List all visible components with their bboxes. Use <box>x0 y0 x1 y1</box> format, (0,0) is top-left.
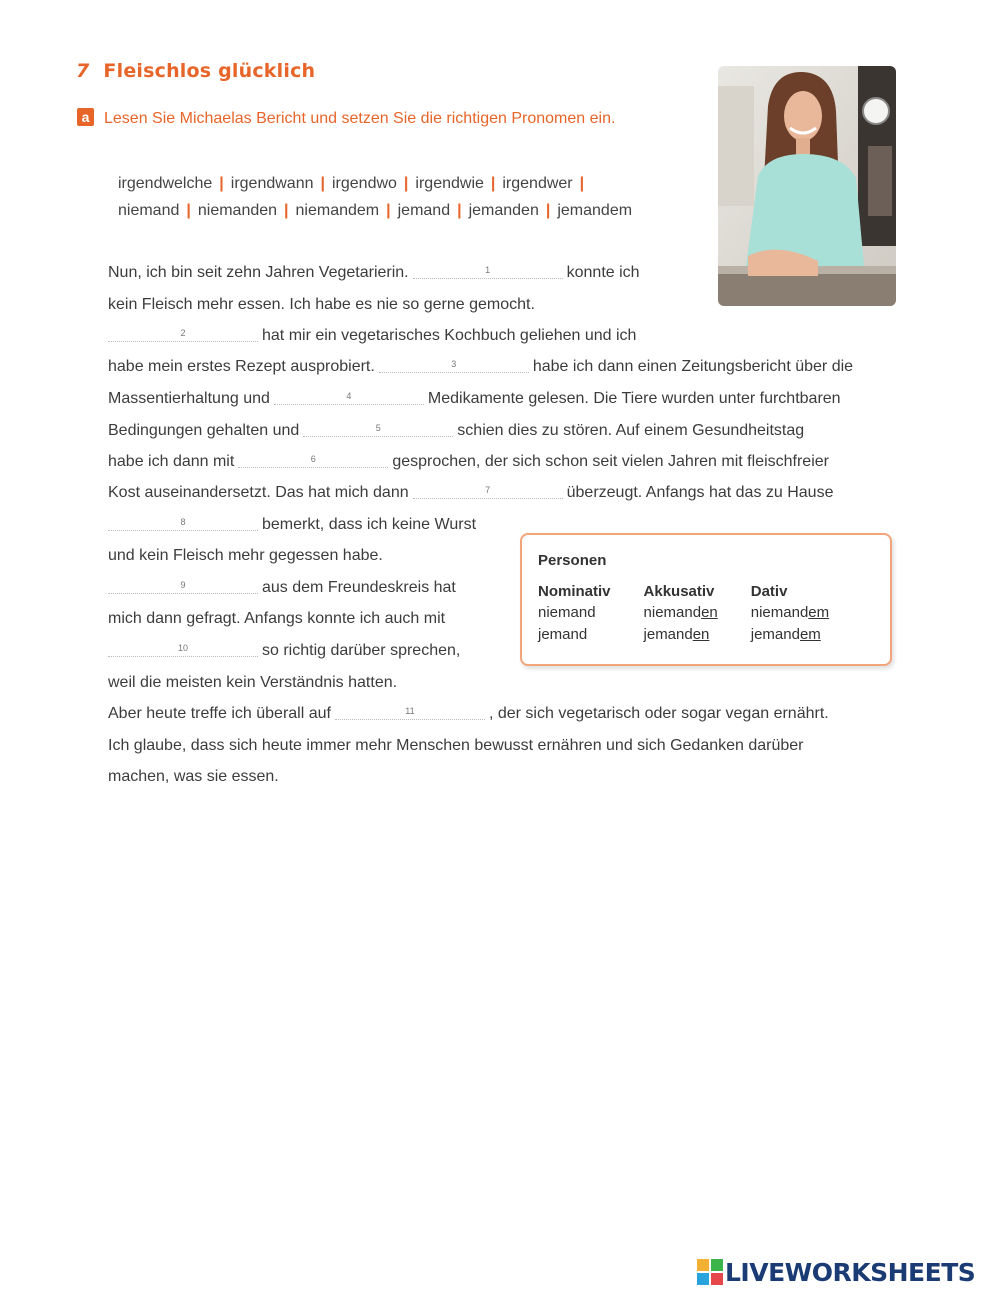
word-ending: en <box>701 604 718 621</box>
text-segment: konnte ich <box>566 264 640 281</box>
text-line-1 <box>108 262 640 284</box>
word-separator: | <box>490 175 496 192</box>
col-header: Akkusativ <box>643 583 715 600</box>
grammar-box-title: Personen <box>538 552 607 569</box>
text-segment: so richtig darüber sprechen, <box>262 642 461 659</box>
section-title: Fleischlos glücklich <box>103 60 316 82</box>
word-option: jemanden <box>468 202 539 219</box>
text-line-9 <box>108 514 476 536</box>
gap-number: 9 <box>180 580 186 590</box>
word-option: niemand <box>118 202 180 219</box>
text-line-17: machen, was sie essen. <box>108 768 279 785</box>
text-line-13 <box>108 640 460 662</box>
word-stem: jemand <box>750 626 800 643</box>
gap-8[interactable] <box>108 514 258 531</box>
word-separator: | <box>320 175 325 192</box>
gap-number: 2 <box>180 328 186 338</box>
word-stem: jemand <box>643 626 693 643</box>
akkusativ-cell <box>641 626 748 648</box>
word-option: jemand <box>397 202 451 219</box>
section-number: 7 <box>76 60 90 82</box>
text-segment: habe ich dann mit <box>108 453 235 470</box>
word-separator: | <box>386 202 391 219</box>
text-segment: bemerkt, dass ich keine Wurst <box>262 516 477 533</box>
grammar-table <box>535 583 859 648</box>
gap-7[interactable] <box>413 482 563 499</box>
word-option: niemanden <box>197 202 278 219</box>
text-line-4 <box>108 356 853 378</box>
grammar-row <box>535 604 859 626</box>
text-line-11 <box>108 577 456 599</box>
gap-number: 6 <box>310 454 316 464</box>
word-bank <box>118 170 718 224</box>
gap-number: 11 <box>405 706 415 716</box>
gap-9[interactable] <box>108 577 258 594</box>
liveworksheets-brand <box>697 1257 975 1287</box>
gap-1[interactable] <box>413 262 563 279</box>
grammar-box <box>520 533 892 666</box>
word-separator: | <box>545 202 551 219</box>
word-option: irgendwelche <box>118 175 213 192</box>
nominativ-cell: niemand <box>538 604 596 621</box>
gap-number: 1 <box>485 265 491 275</box>
text-segment: gesprochen, der sich schon seit vielen Jahren mit fleischfreier <box>392 453 829 470</box>
gap-2[interactable] <box>108 325 258 342</box>
gap-number: 4 <box>346 391 352 401</box>
text-segment: Massentierhaltung und <box>108 390 270 407</box>
col-header: Nominativ <box>538 583 611 600</box>
word-option: niemandem <box>295 202 380 219</box>
text-line-10: und kein Fleisch mehr gegessen habe. <box>108 547 383 564</box>
text-line-2: kein Fleisch mehr essen. Ich habe es nie so gerne gemocht. <box>108 296 535 313</box>
gap-4[interactable] <box>274 388 424 405</box>
text-segment: Bedingungen gehalten und <box>108 422 300 439</box>
gap-11[interactable] <box>335 703 485 720</box>
nominativ-cell: jemand <box>538 626 588 643</box>
word-separator: | <box>186 202 191 219</box>
word-separator: | <box>403 175 409 192</box>
col-header: Dativ <box>750 583 788 600</box>
text-segment: überzeugt. Anfangs hat das zu Hause <box>566 484 834 501</box>
grammar-header-row <box>535 583 859 604</box>
text-line-12: mich dann gefragt. Anfangs konnte ich auch mit <box>108 610 446 627</box>
word-option: irgendwie <box>415 175 484 192</box>
gap-5[interactable] <box>303 420 453 437</box>
text-line-15 <box>108 703 829 725</box>
task-text: Lesen Sie Michaelas Bericht und setzen Sie die richtigen Pronomen ein. <box>104 110 616 127</box>
dativ-cell <box>748 626 859 648</box>
word-option: irgendwer <box>502 175 573 192</box>
text-line-8 <box>108 482 833 504</box>
gap-number: 3 <box>451 359 457 369</box>
text-segment: Aber heute treffe ich überall auf <box>108 705 331 722</box>
text-segment: aus dem Freundeskreis hat <box>262 579 456 596</box>
text-segment: hat mir ein vegetarisches Kochbuch geliehen und ich <box>262 327 637 344</box>
text-line-7 <box>108 451 829 473</box>
text-line-3 <box>108 325 636 347</box>
dativ-cell <box>748 604 859 626</box>
gap-number: 7 <box>485 485 491 495</box>
word-ending: em <box>799 626 821 643</box>
akkusativ-cell <box>641 604 748 626</box>
word-separator: | <box>219 175 224 192</box>
gap-number: 10 <box>177 643 189 653</box>
text-segment: , der sich vegetarisch oder sogar vegan ernährt. <box>488 705 829 722</box>
grammar-row <box>535 626 859 648</box>
word-bank-row-2 <box>118 197 718 224</box>
text-segment: Kost auseinandersetzt. Das hat mich dann <box>108 484 409 501</box>
word-stem: niemand <box>750 604 809 621</box>
text-segment: habe mein erstes Rezept ausprobiert. <box>108 358 375 375</box>
liveworksheets-logo-icon <box>697 1259 723 1285</box>
word-option: irgendwann <box>230 175 314 192</box>
gap-number: 5 <box>375 423 381 433</box>
task-instruction <box>77 108 615 128</box>
text-line-14: weil die meisten kein Verständnis hatten. <box>108 674 398 691</box>
brand-name: LIVEWORKSHEETS <box>725 1257 976 1287</box>
word-bank-row-1 <box>118 170 718 197</box>
text-line-16: Ich glaube, dass sich heute immer mehr Menschen bewusst ernähren und sich Gedanken darüber <box>108 737 804 754</box>
woman-photo <box>718 66 896 306</box>
gap-number: 8 <box>180 517 186 527</box>
word-separator: | <box>579 175 585 192</box>
word-separator: | <box>284 202 289 219</box>
word-stem: niemand <box>643 604 702 621</box>
text-segment: habe ich dann einen Zeitungsbericht über die <box>532 358 854 375</box>
gap-6[interactable] <box>238 451 388 468</box>
word-separator: | <box>457 202 462 219</box>
word-ending: en <box>692 626 710 643</box>
text-segment: Nun, ich bin seit zehn Jahren Vegetarierin. <box>108 264 409 281</box>
text-segment: Medikamente gelesen. Die Tiere wurden unter furchtbaren <box>427 390 841 407</box>
section-heading <box>76 60 315 82</box>
gap-10[interactable] <box>108 640 258 657</box>
text-line-5 <box>108 388 841 410</box>
gap-3[interactable] <box>379 356 529 373</box>
text-line-6 <box>108 420 804 442</box>
text-segment: schien dies zu stören. Auf einem Gesundheitstag <box>457 422 805 439</box>
word-ending: em <box>808 604 830 621</box>
task-letter-badge: a <box>77 108 94 126</box>
word-option: jemandem <box>557 202 633 219</box>
word-option: irgendwo <box>331 175 397 192</box>
photo-illustration <box>718 66 896 306</box>
